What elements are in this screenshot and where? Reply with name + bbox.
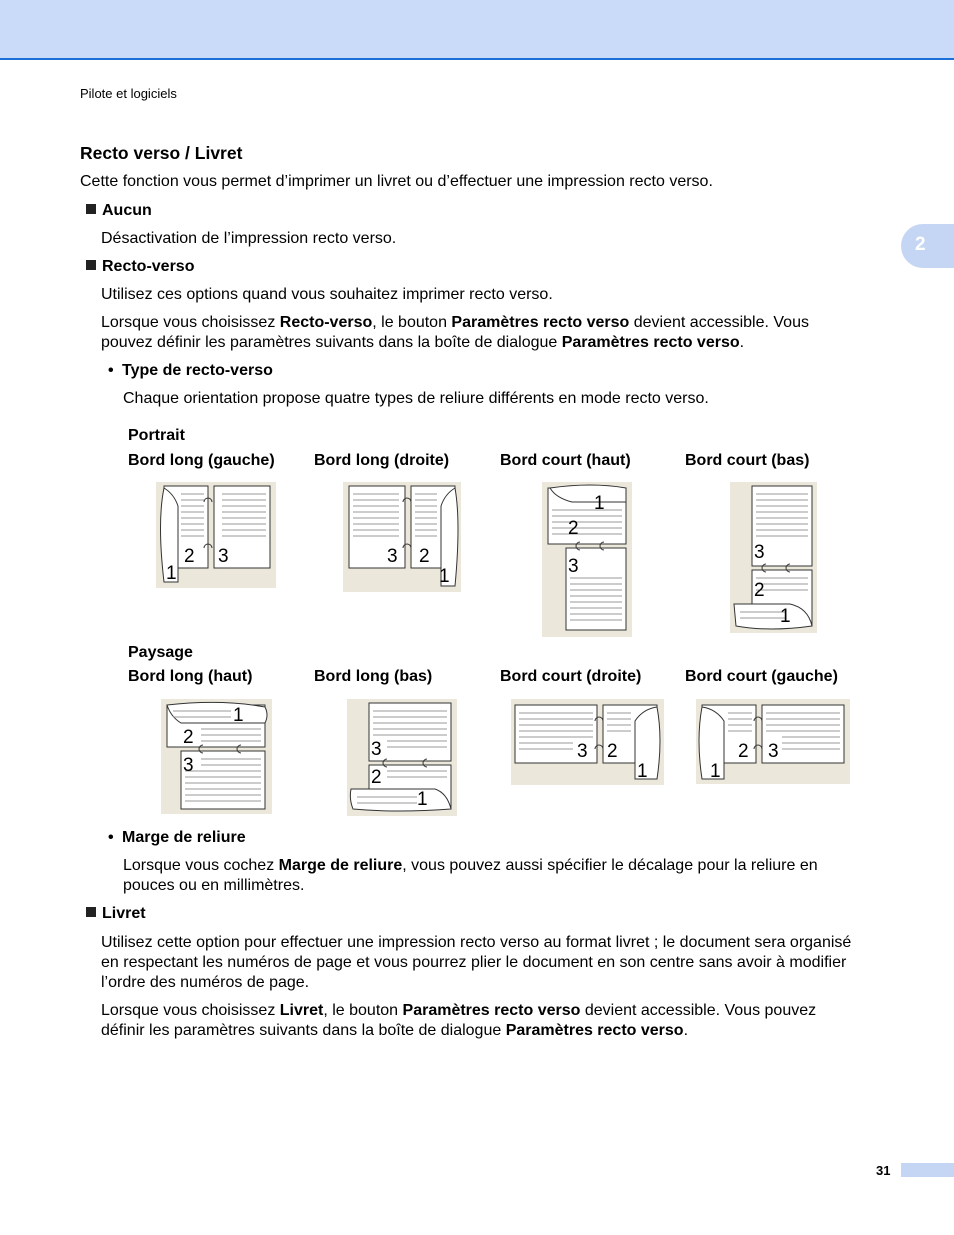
- svg-text:1: 1: [439, 566, 450, 587]
- recto-heading: [86, 257, 194, 277]
- aucun-title: Aucun: [102, 202, 152, 219]
- svg-text:3: 3: [768, 741, 779, 762]
- portrait-title: Portrait: [128, 427, 185, 444]
- type-text: Chaque orientation propose quatre types de reliure différents en mode recto verso.: [123, 390, 709, 407]
- recto-title: Recto-verso: [102, 258, 195, 275]
- binding-long-left-figure: [156, 482, 276, 588]
- livret-paragraph-1: Utilisez cette option pour effectuer une impression recto verso au format livret ; le document sera organisé en respectant les numéros de page et vous pourrez plier le document en son centre sans avoir à modifier l’ordre des numéros de page.: [101, 934, 852, 991]
- svg-text:2: 2: [568, 518, 579, 539]
- bullet-dot-icon: •: [108, 362, 114, 379]
- aucun-text: Désactivation de l’impression recto verso.: [101, 230, 397, 247]
- svg-text:1: 1: [233, 705, 244, 726]
- svg-text:3: 3: [568, 556, 579, 577]
- binding-land-right-figure: [511, 699, 664, 785]
- binding-land-bottom-figure: [347, 699, 457, 816]
- svg-text:2: 2: [754, 580, 765, 601]
- svg-text:1: 1: [710, 761, 721, 782]
- binding-land-top-figure: [161, 699, 272, 814]
- marge-paragraph: Lorsque vous cochez Marge de reliure, vous pouvez aussi spécifier le décalage pour la reliure en pouces ou en millimètres.: [123, 857, 818, 894]
- footer-bar: [901, 1163, 954, 1177]
- svg-text:1: 1: [594, 493, 605, 514]
- marge-heading: [108, 828, 246, 848]
- recto-paragraph: Lorsque vous choisissez Recto-verso, le bouton Paramètres recto verso devient accessible. Vous pouvez définir les paramètres suivants dans la boîte de dialogue Paramètres recto verso.: [101, 314, 809, 351]
- svg-text:1: 1: [637, 761, 648, 782]
- page-number-2: 2: [184, 546, 195, 567]
- svg-text:3: 3: [183, 755, 194, 776]
- page-number-1: 1: [166, 563, 177, 584]
- livret-paragraph-2: Lorsque vous choisissez Livret, le bouton Paramètres recto verso devient accessible. Vous pouvez définir les paramètres suivants dans la boîte de dialogue Paramètres recto verso.: [101, 1002, 817, 1039]
- bullet-dot-icon: •: [108, 829, 114, 846]
- binding-short-bottom-figure: [730, 482, 817, 633]
- portrait-label-4: Bord court (bas): [685, 452, 810, 469]
- binding-land-left-figure: [696, 699, 850, 784]
- livret-heading: [86, 904, 146, 924]
- chapter-number: 2: [915, 234, 926, 255]
- svg-text:2: 2: [738, 741, 749, 762]
- landscape-label-4: Bord court (gauche): [685, 668, 838, 685]
- svg-text:1: 1: [417, 789, 428, 810]
- svg-text:3: 3: [371, 739, 382, 760]
- page-number-3: 3: [218, 546, 229, 567]
- square-bullet-icon: [86, 204, 96, 214]
- type-heading: [108, 361, 273, 381]
- portrait-label-3: Bord court (haut): [500, 452, 631, 469]
- svg-text:3: 3: [387, 546, 398, 567]
- header-band: [0, 0, 954, 60]
- svg-text:2: 2: [607, 741, 618, 762]
- landscape-label-2: Bord long (bas): [314, 668, 433, 685]
- portrait-label-2: Bord long (droite): [314, 452, 450, 469]
- svg-text:2: 2: [371, 767, 382, 788]
- page-number: 31: [876, 1163, 891, 1178]
- landscape-title: Paysage: [128, 644, 193, 661]
- svg-text:3: 3: [577, 741, 588, 762]
- square-bullet-icon: [86, 907, 96, 917]
- landscape-label-3: Bord court (droite): [500, 668, 642, 685]
- section-title: Recto verso / Livret: [80, 143, 243, 163]
- livret-title: Livret: [102, 905, 146, 922]
- binding-short-top-figure: [542, 482, 632, 637]
- chapter-tab: [901, 224, 954, 268]
- binding-long-right-figure: [343, 482, 461, 592]
- portrait-label-1: Bord long (gauche): [128, 452, 275, 469]
- svg-text:2: 2: [419, 546, 430, 567]
- section-intro: Cette fonction vous permet d’imprimer un livret ou d’effectuer une impression recto verso.: [80, 173, 713, 190]
- svg-text:2: 2: [183, 727, 194, 748]
- svg-text:1: 1: [780, 606, 791, 627]
- recto-text: Utilisez ces options quand vous souhaitez imprimer recto verso.: [101, 286, 553, 303]
- landscape-label-1: Bord long (haut): [128, 668, 253, 685]
- type-title: Type de recto-verso: [122, 362, 273, 379]
- marge-title: Marge de reliure: [122, 829, 246, 846]
- square-bullet-icon: [86, 260, 96, 270]
- aucun-heading: [86, 201, 152, 221]
- running-title: Pilote et logiciels: [80, 86, 177, 101]
- svg-text:3: 3: [754, 542, 765, 563]
